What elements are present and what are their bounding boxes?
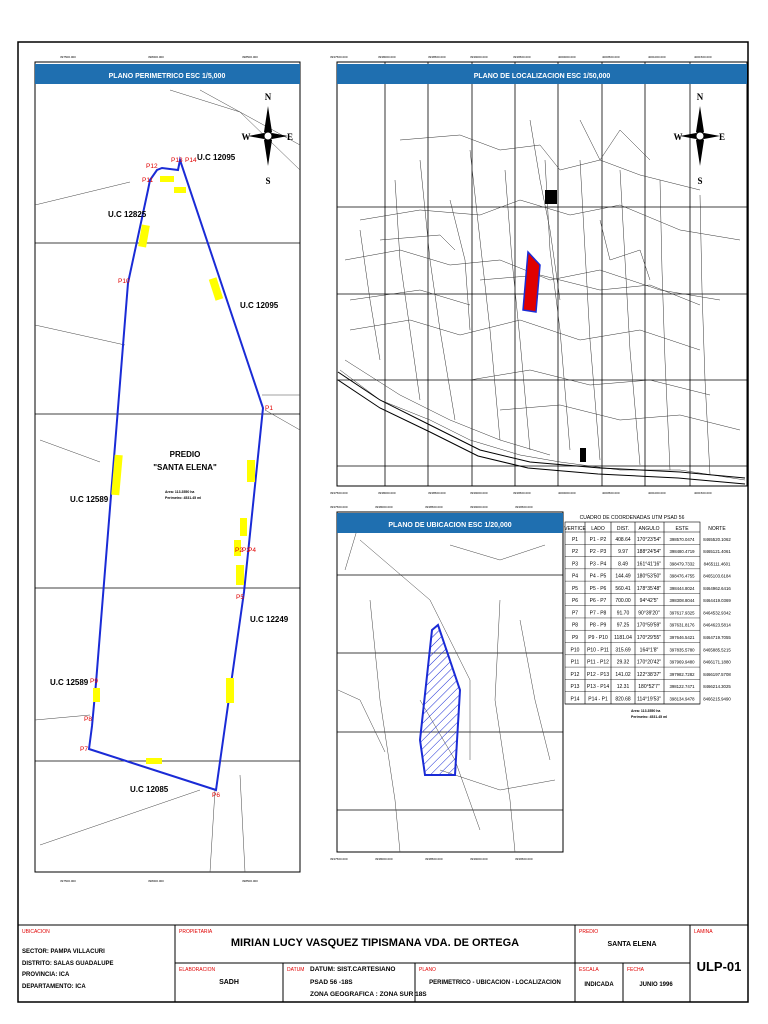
table-cell: P2 [571,549,579,556]
svg-text:3937500.000: 3937500.000 [330,505,348,509]
location-panel [330,55,747,495]
table-cell: 91.70 [616,610,630,617]
table-cell: P8 - P9 [589,622,607,629]
table-cell: P4 - P5 [589,573,607,580]
table-cell: P1 - P2 [589,536,607,543]
table-cell: 170°23'54" [636,536,662,543]
east-label-perimeter: E [286,132,294,142]
table-cell: 9.97 [618,549,628,556]
table-cell: 8466215.9490 [703,696,731,702]
south-label-location: S [697,176,703,186]
table-cell: 8465121.4061 [703,549,731,555]
neighbor-uc-12825: U.C 12825 [108,210,147,219]
neighbor-uc-12589-low: U.C 12589 [50,678,89,687]
table-cell: 170°20'42" [636,659,662,666]
table-perimeter-note: Perimetro: 4531.45 ml [631,715,668,719]
svg-text:4000000.000: 4000000.000 [558,491,576,495]
table-cell: P3 [571,561,579,568]
table-cell: 397969.9480 [669,659,695,665]
svg-text:3939000.000: 3939000.000 [470,55,488,59]
svg-text:3939500.000: 3939500.000 [515,505,533,509]
svg-text:4000500.000: 4000500.000 [602,491,620,495]
east-label-location: E [718,132,726,142]
table-cell: 170°59'59" [636,622,662,629]
table-cell: 8464532.9342 [703,610,731,616]
table-cell: 398122.7471 [669,684,695,690]
datum-line1: DATUM: SIST.CARTESIANO [310,966,396,973]
datum-line2: PSAD 56 -18S [310,979,353,986]
svg-text:3938500.000: 3938500.000 [428,491,446,495]
table-cell: 397617.9325 [669,610,695,616]
north-label-location: N [696,92,704,102]
table-cell: 170°29'55" [636,635,662,642]
vertex-label-p1: P1 [265,405,273,412]
table-cell: P5 [571,585,579,592]
plano-value: PERIMETRICO - UBICACION - LOCALIZACION [429,980,561,986]
table-header-cell: ANGULO [638,526,660,532]
table-cell: 398444.8024 [669,585,695,591]
table-cell: P10 [570,647,580,654]
neighbor-uc-12249: U.C 12249 [250,615,289,624]
table-cell: 180°52'7" [638,684,660,691]
table-header-cell: LADO [591,526,605,532]
table-cell: 8466214.3025 [703,684,731,690]
table-cell: 114°19'53" [637,696,661,703]
table-header-cell: VERTICE [564,526,586,532]
svg-text:3937500.000: 3937500.000 [330,857,348,861]
svg-text:3938000.000: 3938000.000 [375,505,393,509]
table-header-cell: DIST. [616,526,630,532]
svg-text:4001500.000: 4001500.000 [694,55,712,59]
table-cell: 144.49 [615,573,631,580]
situation-panel [330,505,563,861]
table-cell: P7 - P8 [589,610,607,617]
svg-text:4000000.000: 4000000.000 [558,55,576,59]
table-cell: 398308.8044 [669,598,695,604]
svg-text:398000.000: 398000.000 [148,879,164,883]
table-cell: 398479.7332 [669,561,695,567]
vertex-label-p12: P12 [146,163,158,170]
predio-label-line2: "SANTA ELENA" [153,463,217,472]
table-cell: P3 - P4 [589,561,607,568]
plano-label: PLANO [419,967,436,973]
table-cell: P11 - P12 [587,659,609,666]
table-cell: P5 - P6 [589,585,607,592]
vertex-label-p8: P8 [84,716,92,723]
table-cell: 398480.4719 [669,549,695,555]
table-cell: 97.25 [616,622,630,629]
table-cell: 8465111.4601 [703,561,731,567]
vertex-label-p10: P10 [118,278,130,285]
table-cell: 94°42'5" [639,598,659,605]
lamina-label: LAMINA [694,929,713,935]
svg-text:3939500.000: 3939500.000 [513,55,531,59]
table-cell: 164°1'8" [639,647,659,654]
svg-text:3938000.000: 3938000.000 [375,857,393,861]
table-area-note: Area: 113.3550 ha [631,709,661,713]
table-cell: P14 [570,696,580,703]
location-panel-title: PLANO DE LOCALIZACION ESC 1/50,000 [473,73,611,80]
svg-text:398500.000: 398500.000 [242,879,258,883]
west-label-location: W [673,132,683,142]
table-cell: P13 [570,684,580,691]
svg-text:3938500.000: 3938500.000 [425,505,443,509]
table-cell: 29.32 [616,659,630,666]
table-cell: 161°41'16" [636,561,662,568]
vertex-label-p11: P11 [142,177,154,184]
table-cell: 90°39'20" [638,610,660,617]
west-label-perimeter: W [241,132,251,142]
table-cell: P2 - P3 [589,549,607,556]
table-cell: 8465520.1062 [703,536,731,542]
table-cell: P11 [570,659,580,666]
table-cell: 8465885.5215 [703,647,731,653]
svg-text:398000.000: 398000.000 [148,55,164,59]
vertex-label-p7: P7 [80,746,88,753]
neighbor-uc-12095-top: U.C 12095 [197,153,236,162]
propietario-label: PROPIETARIA [179,929,213,935]
ubicacion-sector: SECTOR: PAMPA VILLACURI [22,949,105,955]
elaboracion-value: SADH [219,979,239,986]
escala-label: ESCALA [579,967,599,973]
datum-label: DATUM [287,967,305,973]
svg-text:3937500.000: 3937500.000 [330,55,348,59]
table-cell: P8 [571,622,579,629]
table-cell: 408.64 [615,536,631,543]
svg-text:3939000.000: 3939000.000 [470,505,488,509]
table-header-cell: ESTE [675,526,689,532]
table-cell: P9 - P10 [588,635,608,642]
south-label-perimeter: S [265,176,271,186]
svg-text:4001000.000: 4001000.000 [648,491,666,495]
svg-text:3938000.000: 3938000.000 [378,491,396,495]
perimeter-panel-title: PLANO PERIMETRICO ESC 1/5,000 [108,73,226,80]
table-cell: 12.31 [616,684,630,691]
coord-table-title: CUADRO DE COORDENADAS UTM PSAD 56 [579,515,685,521]
ubicacion-provincia: PROVINCIA: ICA [22,972,70,978]
neighbor-uc-12085: U.C 12085 [130,785,169,794]
ubicacion-distrito: DISTRITO: SALAS GUADALUPE [22,961,114,967]
table-cell: 700.00 [615,598,631,605]
vertex-label-p3: P3 [242,547,250,554]
table-cell: 8465103.6184 [703,573,731,579]
situation-panel-title: PLANO DE UBICACION ESC 1/20,000 [388,522,512,529]
table-cell: 8464419.0369 [703,598,731,604]
predio-label: PREDIO [579,929,599,935]
table-cell: 141.02 [615,671,631,678]
ubicacion-departamento: DEPARTAMENTO: ICA [22,984,86,990]
table-cell: 8466171.1880 [703,659,731,665]
table-cell: 8464623.5814 [703,622,731,628]
table-cell: P12 [570,671,580,678]
fecha-value: JUNIO 1996 [639,982,673,988]
svg-text:397500.000: 397500.000 [60,55,76,59]
svg-text:3938000.000: 3938000.000 [378,55,396,59]
neighbor-uc-12589-mid: U.C 12589 [70,495,109,504]
table-cell: P13 - P14 [586,684,610,691]
svg-text:3938500.000: 3938500.000 [425,857,443,861]
table-cell: 188°24'54" [636,549,662,556]
table-cell: 178°35'48" [636,585,662,592]
table-cell: P1 [571,536,579,543]
table-cell: 397646.5421 [669,635,695,641]
table-cell: 397631.8176 [669,622,695,628]
table-cell: 398134.9478 [669,696,695,702]
svg-text:3937500.000: 3937500.000 [330,491,348,495]
svg-text:3939500.000: 3939500.000 [513,491,531,495]
table-header-cell: NORTE [708,526,726,532]
table-cell: P4 [571,573,579,580]
table-cell: 1181.04 [614,635,632,642]
svg-text:4001000.000: 4001000.000 [648,55,666,59]
vertex-label-p13: P13 [171,157,183,164]
vertex-label-p2: P2 [235,547,243,554]
vertex-label-p14: P14 [185,157,197,164]
table-cell: 398476.4755 [669,573,695,579]
svg-text:397500.000: 397500.000 [60,879,76,883]
propietario-name: MIRIAN LUCY VASQUEZ TIPISMANA VDA. DE ORTEGA [230,937,520,949]
ubicacion-label: UBICACION [22,929,50,935]
svg-text:3939000.000: 3939000.000 [470,857,488,861]
vertex-label-p6: P6 [212,792,220,799]
table-cell: 560.41 [615,585,631,592]
table-cell: 8464962.6416 [703,585,731,591]
table-cell: P6 - P7 [589,598,607,605]
table-cell: P9 [571,635,579,642]
fecha-label: FECHA [627,967,644,973]
table-cell: 122°38'37" [636,671,662,678]
predio-value: SANTA ELENA [607,941,657,948]
table-cell: 397982.7282 [669,671,695,677]
table-cell: 8464719.7055 [703,635,731,641]
svg-text:4000500.000: 4000500.000 [602,55,620,59]
table-cell: 180°53'50" [636,573,662,580]
svg-text:3939000.000: 3939000.000 [470,491,488,495]
table-cell: 8.49 [618,561,628,568]
svg-text:3939500.000: 3939500.000 [515,857,533,861]
svg-text:4001500.000: 4001500.000 [694,491,712,495]
area-box-perimeter: Perimetro: 4531.45 ml [165,496,202,500]
lamina-value: ULP-01 [696,959,742,974]
table-cell: P6 [571,598,579,605]
table-cell: 398570.0474 [669,536,695,542]
table-cell: P10 - P11 [587,647,609,654]
north-label-perimeter: N [264,92,272,102]
vertex-label-p9: P9 [90,678,98,685]
datum-line3: ZONA GEOGRAFICA : ZONA SUR 18S [310,991,427,998]
svg-text:398500.000: 398500.000 [242,55,258,59]
predio-label-line1: PREDIO [169,450,201,459]
table-cell: P7 [571,610,579,617]
table-cell: 397835.5780 [669,647,695,653]
table-cell: 315.69 [615,647,631,654]
neighbor-uc-12095-right: U.C 12095 [240,301,279,310]
elaboracion-label: ELABORACION [179,967,216,973]
escala-value: INDICADA [584,982,614,988]
table-cell: 820.68 [615,696,631,703]
table-cell: P14 - P1 [588,696,608,703]
svg-text:3938500.000: 3938500.000 [428,55,446,59]
area-box-area: Area: 113.3550 ha [165,490,195,494]
table-cell: P12 - P13 [586,671,610,678]
vertex-label-p4: P4 [248,547,256,554]
vertex-label-p5: P5 [236,594,244,601]
table-cell: 8466197.5708 [703,671,731,677]
